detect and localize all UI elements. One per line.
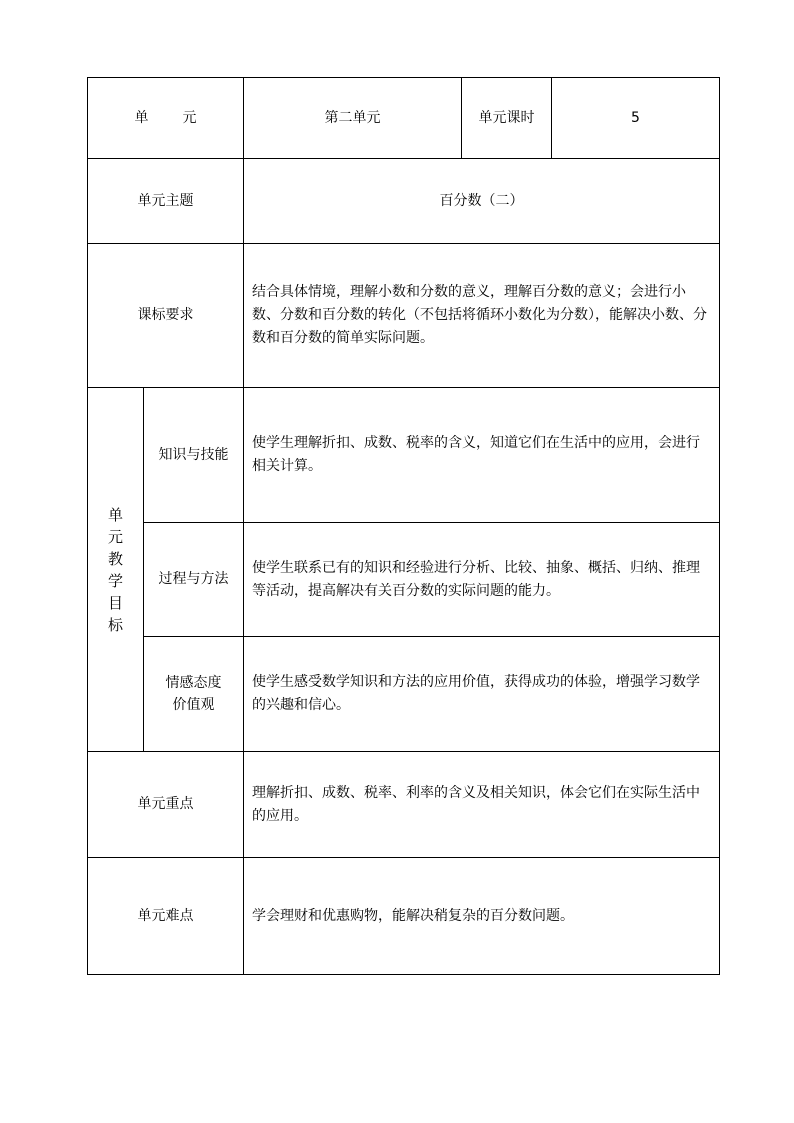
standard-value-cell bbox=[244, 244, 720, 388]
goals-label-char: 学 bbox=[107, 571, 123, 590]
hours-value-cell bbox=[552, 78, 720, 159]
theme-value-cell bbox=[244, 159, 720, 244]
unit-value-cell bbox=[244, 78, 462, 159]
hours-label-cell bbox=[462, 78, 552, 159]
process-value: 使学生联系已有的知识和经验进行分析、比较、抽象、概括、归纳、推理等活动，提高解决有关百分数的实际问题的能力。 bbox=[252, 559, 700, 599]
difficult-label-cell bbox=[88, 858, 244, 975]
difficult-label: 单元难点 bbox=[137, 907, 194, 924]
process-label: 过程与方法 bbox=[158, 571, 229, 587]
row-standard bbox=[88, 244, 720, 388]
process-value-cell bbox=[244, 523, 720, 637]
hours-label: 单元课时 bbox=[478, 109, 535, 126]
row-key bbox=[88, 752, 720, 858]
goals-label-char: 单 bbox=[107, 505, 123, 524]
theme-value: 百分数（二） bbox=[439, 192, 524, 209]
goals-label-char: 标 bbox=[107, 615, 123, 634]
difficult-value: 学会理财和优惠购物，能解决稍复杂的百分数问题。 bbox=[252, 907, 574, 924]
theme-label: 单元主题 bbox=[137, 192, 194, 209]
row-process bbox=[88, 523, 720, 637]
unit-label-char-2: 元 bbox=[182, 109, 197, 126]
process-label-cell bbox=[144, 523, 244, 637]
unit-label-char-1: 单 bbox=[134, 109, 149, 126]
unit-value: 第二单元 bbox=[324, 109, 381, 126]
row-difficult bbox=[88, 858, 720, 975]
key-label: 单元重点 bbox=[137, 796, 194, 812]
emotion-label-cell bbox=[144, 637, 244, 752]
row-knowledge bbox=[88, 388, 720, 523]
standard-value: 结合具体情境，理解小数和分数的意义，理解百分数的意义；会进行小数、分数和百分数的转化（不包括将循环小数化为分数），能解决小数、分数和百分数的简单实际问题。 bbox=[252, 284, 707, 346]
key-value-cell bbox=[244, 752, 720, 858]
hours-value: 5 bbox=[631, 109, 640, 126]
key-value: 理解折扣、成数、税率、利率的含义及相关知识，体会它们在实际生活中的应用。 bbox=[252, 784, 700, 824]
knowledge-label: 知识与技能 bbox=[158, 446, 229, 463]
emotion-label-line-1: 情感态度 bbox=[165, 675, 222, 691]
difficult-value-cell bbox=[244, 858, 720, 975]
knowledge-value-cell bbox=[244, 388, 720, 523]
lesson-plan-table bbox=[87, 77, 720, 975]
standard-label: 课标要求 bbox=[137, 307, 194, 323]
emotion-value: 使学生感受数学知识和方法的应用价值，获得成功的体验，增强学习数学的兴趣和信心。 bbox=[252, 674, 700, 713]
key-label-cell bbox=[88, 752, 244, 858]
theme-label-cell bbox=[88, 159, 244, 244]
unit-label-cell bbox=[88, 78, 244, 159]
goals-label-char: 教 bbox=[107, 549, 123, 568]
knowledge-value: 使学生理解折扣、成数、税率的含义，知道它们在生活中的应用，会进行相关计算。 bbox=[252, 435, 700, 474]
goals-label-char: 目 bbox=[107, 593, 123, 612]
row-theme bbox=[88, 159, 720, 244]
row-unit bbox=[88, 78, 720, 159]
goals-label-cell bbox=[88, 388, 144, 752]
goals-label-char: 元 bbox=[107, 527, 123, 546]
row-emotion bbox=[88, 637, 720, 752]
emotion-value-cell bbox=[244, 637, 720, 752]
standard-label-cell bbox=[88, 244, 244, 388]
emotion-label-line-2: 价值观 bbox=[172, 697, 215, 713]
knowledge-label-cell bbox=[144, 388, 244, 523]
